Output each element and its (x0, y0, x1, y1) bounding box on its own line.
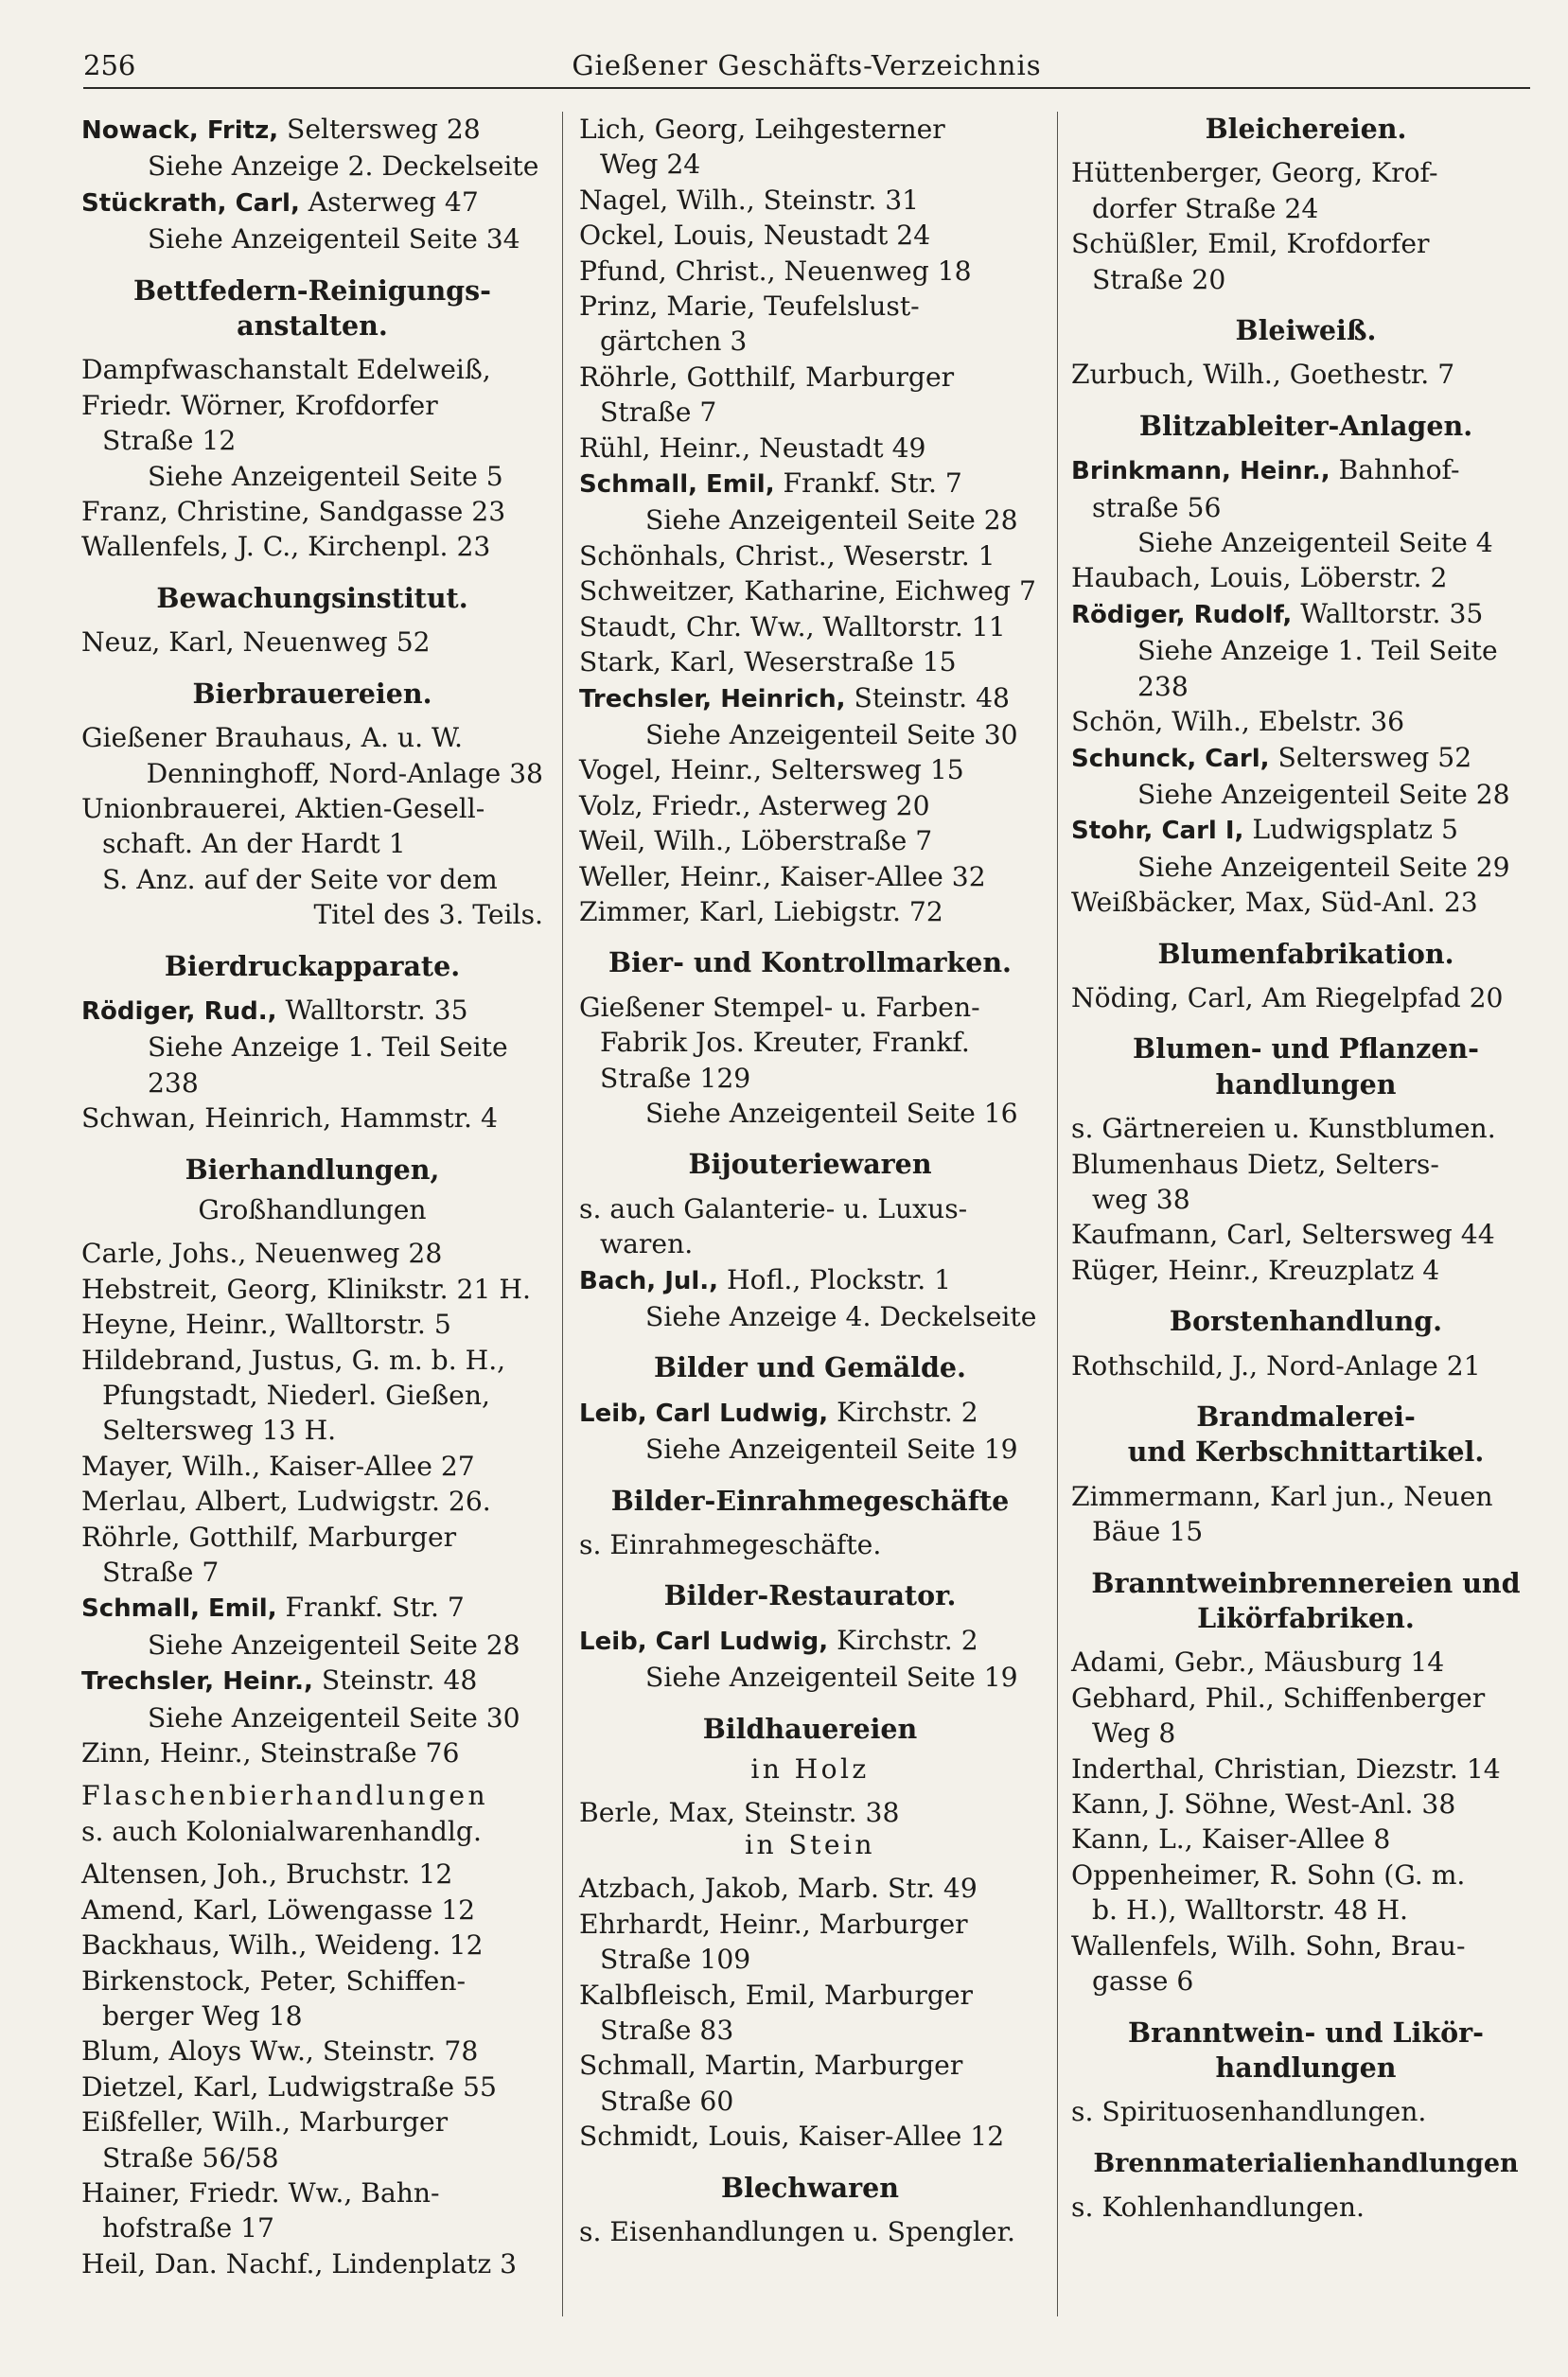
running-head: Gießener Geschäfts-Verzeichnis (572, 49, 1042, 81)
entry-line: Ockel, Louis, Neustadt 24 (579, 220, 931, 252)
section-heading: Brandmalerei- und Kerbschnittartikel. (1127, 1400, 1485, 1469)
entry-line: Blum, Aloys Ww., Steinstr. 78 (81, 2035, 479, 2068)
entry-line: Adami, Gebr., Mäusburg 14 (1071, 1646, 1445, 1679)
entry-line: Weißbäcker, Max, Süd-Anl. 23 (1071, 887, 1478, 919)
section-heading-spaced: Flaschenbierhandlungen (81, 1780, 488, 1812)
section-heading: Blumenfabrikation. (1157, 937, 1454, 970)
entry-line: Dampfwaschanstalt Edelweiß, (81, 354, 491, 386)
entry-line: Friedr. Wörner, Krofdorfer (81, 389, 438, 421)
entry-line: gärtchen 3 (600, 326, 748, 358)
cross-reference: s. Gärtnereien u. Kunstblumen. (1071, 1113, 1496, 1145)
entry-line: Schmall, Martin, Marburger (579, 2050, 963, 2082)
entry-line: Straße 109 (600, 1944, 751, 1976)
section-heading: Branntweinbrennereien und Likörfabriken. (1091, 1566, 1521, 1635)
entry-line: Zinn, Heinr., Steinstraße 76 (81, 1737, 460, 1770)
entry-line: Carle, Johs., Neuenweg 28 (81, 1238, 443, 1270)
entry-see: Siehe Anzeigenteil Seite 4 (1137, 527, 1493, 559)
entry-line: Stark, Karl, Weserstraße 15 (579, 646, 957, 678)
column-2 (579, 112, 1041, 2249)
entry-line: Straße 12 (102, 425, 237, 457)
entry-line: Haubach, Louis, Löberstr. 2 (1071, 562, 1448, 594)
entry-line: Heil, Dan. Nachf., Lindenplatz 3 (81, 2247, 518, 2280)
cross-reference: s. Spirituosenhandlungen. (1071, 2096, 1427, 2128)
entry-line: Hebstreit, Georg, Klinikstr. 21 H. (81, 1273, 531, 1305)
entry-line: Lich, Georg, Leihgesterner (579, 114, 945, 145)
section-heading: Bilder-Einrahmegeschäfte (610, 1484, 1010, 1517)
section-heading: Bewachungsinstitut. (156, 581, 468, 614)
entry-line: b. H.), Walltorstr. 48 H. (1092, 1894, 1409, 1927)
entry-stueckrath: Stückrath, Carl, Asterweg 47 (81, 185, 479, 218)
section-heading: Bettfedern-Reinigungs- anstalten. (133, 273, 491, 343)
entry-see: Siehe Anzeigenteil Seite 29 (1137, 851, 1510, 883)
entry-line: Pfungstadt, Niederl. Gießen, (102, 1380, 490, 1411)
section-subheading: Großhandlungen (198, 1193, 427, 1225)
entry-line: Dietzel, Karl, Ludwigstraße 55 (81, 2070, 497, 2103)
entry-line: Straße 7 (102, 1557, 220, 1589)
page-number: 256 (83, 49, 136, 81)
entry-line: Staudt, Chr. Ww., Walltorstr. 11 (579, 610, 1006, 643)
entry-line: Zimmermann, Karl jun., Neuen (1071, 1480, 1493, 1512)
entry-line: Kaufmann, Carl, Seltersweg 44 (1071, 1219, 1495, 1251)
entry-line: schaft. An der Hardt 1 (102, 828, 406, 860)
section-heading: Branntwein- und Likör- handlungen (1128, 2016, 1484, 2084)
section-subheading: in Holz (750, 1753, 870, 1786)
entry-brinkmann: Brinkmann, Heinr., Bahnhof- (1071, 454, 1460, 486)
entry-line: Rüger, Heinr., Kreuzplatz 4 (1071, 1254, 1440, 1286)
entry-line: Kalbfleisch, Emil, Marburger (579, 1979, 974, 2011)
section-heading: Bleiweiß. (1235, 314, 1377, 347)
entry-see: Siehe Anzeige 4. Deckelseite (645, 1301, 1037, 1332)
entry-line: S. Anz. auf der Seite vor dem (102, 863, 498, 895)
section-heading: Brennmaterialienhandlungen (1093, 2148, 1519, 2178)
entry-line: straße 56 (1092, 491, 1222, 523)
entry-leib: Leib, Carl Ludwig, Kirchstr. 2 (579, 1624, 978, 1656)
cross-reference: s. auch Galanterie- u. Luxus- (579, 1192, 968, 1224)
entry-line: Gießener Stempel- u. Farben- (579, 991, 980, 1023)
section-heading: Bildhauereien (702, 1712, 918, 1745)
entry-line: berger Weg 18 (102, 1999, 303, 2032)
entry-line: Schmidt, Louis, Kaiser-Allee 12 (579, 2121, 1005, 2153)
entry-line: Schüßler, Emil, Krofdorfer (1071, 228, 1430, 260)
entry-line: Schwan, Heinrich, Hammstr. 4 (81, 1102, 498, 1135)
entry-trechsler: Trechsler, Heinrich, Steinstr. 48 (579, 681, 1010, 713)
entry-see: Siehe Anzeigenteil Seite 28 (645, 504, 1018, 537)
section-heading: Bleichereien. (1205, 113, 1407, 145)
entry-line: Denninghoff, Nord-Anlage 38 (146, 757, 543, 789)
entry-line: Straße 60 (600, 2085, 734, 2117)
entry-line: Neuz, Karl, Neuenweg 52 (81, 626, 431, 659)
entry-line: Weller, Heinr., Kaiser-Allee 32 (579, 860, 986, 892)
section-heading: Bilder und Gemälde. (654, 1351, 966, 1384)
entry-line: Straße 83 (600, 2014, 734, 2046)
entry-line: Pfund, Christ., Neuenweg 18 (579, 255, 972, 287)
entry-line: Schön, Wilh., Ebelstr. 36 (1071, 706, 1405, 738)
entry-line: Blumenhaus Dietz, Selters- (1071, 1148, 1439, 1180)
entry-line: Wallenfels, Wilh. Sohn, Brau- (1071, 1929, 1466, 1962)
entry-line: Weg 8 (1092, 1717, 1176, 1750)
entry-line: Bäue 15 (1092, 1516, 1204, 1548)
entry-schunck: Schunck, Carl, Seltersweg 52 (1071, 741, 1472, 773)
entry-line: Vogel, Heinr., Seltersweg 15 (579, 754, 964, 786)
entry-see: Siehe Anzeigenteil Seite 30 (148, 1701, 520, 1734)
entry-line: Atzbach, Jakob, Marb. Str. 49 (579, 1873, 978, 1905)
entry-line: dorfer Straße 24 (1092, 192, 1319, 224)
entry-bach: Bach, Jul., Hofl., Plockstr. 1 (579, 1263, 952, 1295)
entry-line: Straße 20 (1092, 263, 1226, 295)
entry-line: Altensen, Joh., Bruchstr. 12 (81, 1858, 453, 1891)
section-heading: Blumen- und Pflanzen- handlungen (1133, 1032, 1479, 1100)
entry-line: Backhaus, Wilh., Weideng. 12 (81, 1929, 484, 1962)
entry-line: Gebhard, Phil., Schiffenberger (1071, 1682, 1486, 1714)
entry-line: Schweitzer, Katharine, Eichweg 7 (579, 575, 1036, 607)
entry-line: Weil, Wilh., Löberstraße 7 (579, 825, 933, 857)
entry-line: Hainer, Friedr. Ww., Bahn- (81, 2176, 440, 2209)
section-heading: Blitzableiter-Anlagen. (1138, 409, 1473, 442)
entry-see: Siehe Anzeigenteil Seite 30 (645, 718, 1018, 750)
entry-line: Fabrik Jos. Kreuter, Frankf. (600, 1027, 970, 1059)
entry-line: Prinz, Marie, Teufelslust- (579, 291, 920, 323)
column-rule-1 (562, 112, 563, 2316)
entry-see: Siehe Anzeigenteil Seite 16 (645, 1097, 1018, 1129)
entry-line: Zurbuch, Wilh., Goethestr. 7 (1071, 359, 1455, 391)
entry-line: Oppenheimer, R. Sohn (G. m. (1071, 1858, 1466, 1891)
entry-line: Merlau, Albert, Ludwigstr. 26. (81, 1486, 491, 1518)
entry-see: Siehe Anzeige 1. Teil Seite 238 (148, 1031, 508, 1099)
entry-line: Nagel, Wilh., Steinstr. 31 (579, 184, 920, 216)
section-heading: Bierbrauereien. (192, 677, 432, 710)
column-3 (1071, 112, 1541, 2226)
cross-reference: s. Kohlenhandlungen. (1071, 2192, 1365, 2224)
entry-line: Berle, Max, Steinstr. 38 (579, 1797, 900, 1829)
section-heading: Bierdruckapparate. (164, 949, 461, 982)
entry-trechsler: Trechsler, Heinr., Steinstr. 48 (81, 1664, 478, 1697)
entry-line: Kann, J. Söhne, West-Anl. 38 (1071, 1788, 1456, 1821)
entry-line: Röhrle, Gotthilf, Marburger (81, 1521, 457, 1553)
entry-line: Titel des 3. Teils. (313, 899, 543, 931)
entry-line: Wallenfels, J. C., Kirchenpl. 23 (81, 531, 491, 563)
section-heading: Bijouteriewaren (688, 1148, 932, 1181)
entry-line: Inderthal, Christian, Diezstr. 14 (1071, 1752, 1501, 1785)
entry-roediger: Rödiger, Rud., Walltorstr. 35 (81, 994, 468, 1026)
cross-reference: s. auch Kolonialwarenhandlg. (81, 1815, 482, 1847)
section-heading: Bilder-Restaurator. (663, 1579, 957, 1612)
entry-line: Heyne, Heinr., Walltorstr. 5 (81, 1309, 451, 1341)
entry-line: Kann, L., Kaiser-Allee 8 (1071, 1823, 1391, 1856)
cross-reference: waren. (600, 1228, 694, 1260)
entry-line: Nöding, Carl, Am Riegelpfad 20 (1071, 981, 1504, 1013)
entry-line: gasse 6 (1092, 1965, 1194, 1998)
column-1 (81, 112, 543, 2281)
section-heading: Blechwaren (721, 2171, 899, 2204)
entry-line: Schönhals, Christ., Weserstr. 1 (579, 539, 995, 572)
entry-nowack: Nowack, Fritz, Seltersweg 28 (81, 114, 481, 145)
entry-line: Seltersweg 13 H. (102, 1415, 337, 1447)
cross-reference: s. Eisenhandlungen u. Spengler. (579, 2215, 1015, 2247)
entry-line: Zimmer, Karl, Liebigstr. 72 (579, 895, 943, 927)
entry-schmall: Schmall, Emil, Frankf. Str. 7 (579, 467, 962, 500)
entry-line: Rothschild, J., Nord-Anlage 21 (1071, 1349, 1481, 1382)
entry-see: Siehe Anzeigenteil Seite 19 (645, 1434, 1018, 1466)
section-subheading: in Stein (745, 1828, 875, 1860)
entry-schmall: Schmall, Emil, Frankf. Str. 7 (81, 1592, 465, 1624)
entry-roediger: Rödiger, Rudolf, Walltorstr. 35 (1071, 597, 1484, 629)
entry-line: Straße 56/58 (102, 2141, 279, 2174)
entry-line: Franz, Christine, Sandgasse 23 (81, 496, 506, 528)
entry-line: Volz, Friedr., Asterweg 20 (579, 789, 930, 821)
entry-see: Siehe Anzeige 1. Teil Seite 238 (1137, 635, 1498, 702)
section-heading: Bierhandlungen, (185, 1153, 440, 1186)
section-heading: Bier- und Kontrollmarken. (608, 946, 1012, 979)
page-header (83, 49, 1530, 89)
entry-line: Straße 7 (600, 396, 717, 429)
entry-line: Straße 129 (600, 1062, 751, 1094)
entry-see: Siehe Anzeigenteil Seite 34 (148, 223, 520, 255)
entry-line: Röhrle, Gotthilf, Marburger (579, 361, 955, 393)
entry-see: Siehe Anzeigenteil Seite 28 (1137, 778, 1510, 810)
cross-reference: s. Einrahmegeschäfte. (579, 1529, 882, 1561)
entry-see: Siehe Anzeigenteil Seite 28 (148, 1629, 520, 1661)
entry-line: weg 38 (1092, 1183, 1190, 1215)
entry-line: Birkenstock, Peter, Schiffen- (81, 1964, 467, 1997)
column-rule-2 (1057, 112, 1058, 2316)
entry-line: Amend, Karl, Löwengasse 12 (81, 1893, 476, 1926)
entry-line: Hildebrand, Justus, G. m. b. H., (81, 1344, 506, 1376)
entry-line: Unionbrauerei, Aktien-Gesell- (81, 792, 485, 824)
section-heading: Borstenhandlung. (1169, 1305, 1443, 1338)
entry-line: Weg 24 (600, 149, 701, 181)
entry-leib: Leib, Carl Ludwig, Kirchstr. 2 (579, 1396, 978, 1428)
entry-line: Rühl, Heinr., Neustadt 49 (579, 431, 926, 464)
entry-line: Ehrhardt, Heinr., Marburger (579, 1908, 968, 1940)
entry-see: Siehe Anzeigenteil Seite 5 (148, 460, 503, 492)
entry-see: Siehe Anzeige 2. Deckelseite (148, 150, 539, 183)
entry-line: Hüttenberger, Georg, Krof- (1071, 157, 1438, 189)
entry-line: hofstraße 17 (102, 2212, 274, 2245)
entry-stohr: Stohr, Carl I, Ludwigsplatz 5 (1071, 814, 1458, 846)
entry-see: Siehe Anzeigenteil Seite 19 (645, 1662, 1018, 1694)
entry-line: Mayer, Wilh., Kaiser-Allee 27 (81, 1450, 475, 1482)
entry-line: Gießener Brauhaus, A. u. W. (81, 722, 463, 754)
entry-line: Eißfeller, Wilh., Marburger (81, 2106, 449, 2139)
